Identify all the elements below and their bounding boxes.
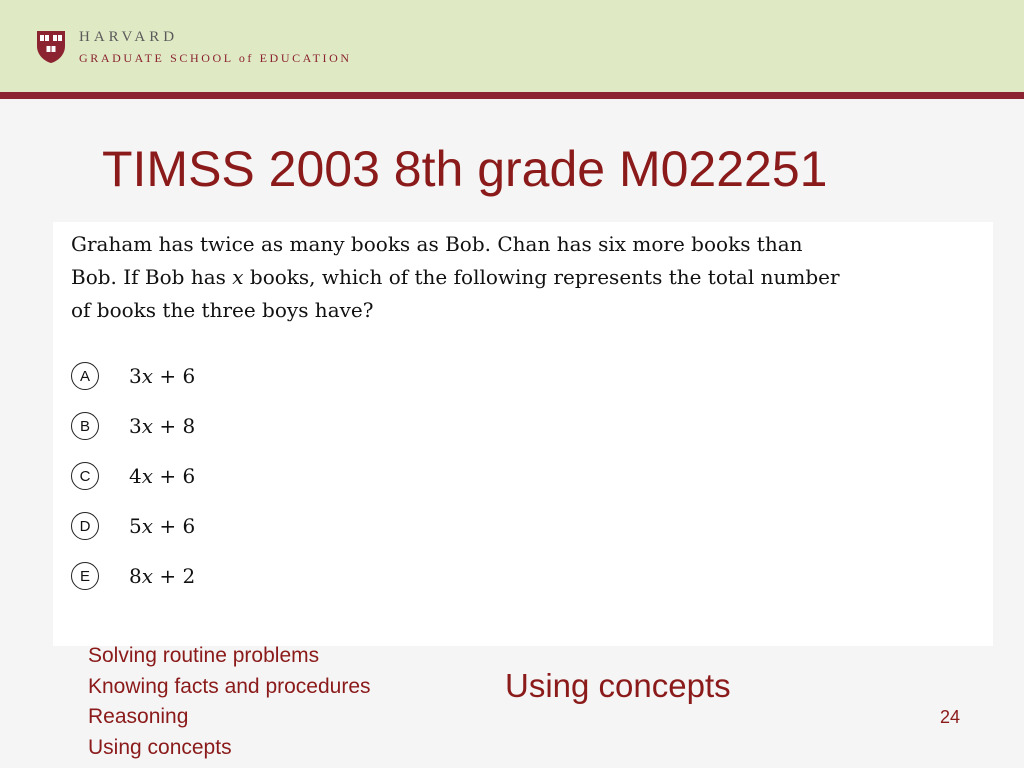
- option-c-text: 4x + 6: [129, 464, 196, 488]
- option-a-text: 3x + 6: [129, 364, 196, 388]
- option-b-text: 3x + 8: [129, 414, 196, 438]
- category-item: Using concepts: [88, 735, 232, 759]
- category-item: Reasoning: [88, 705, 189, 728]
- header-banner: [0, 0, 1024, 92]
- question-line: Bob. If Bob has x books, which of the following represents the total number: [71, 265, 840, 289]
- option-a[interactable]: [71, 360, 195, 392]
- question-text: [71, 228, 986, 327]
- category-list: [88, 641, 371, 763]
- option-e[interactable]: [71, 560, 195, 592]
- category-item: Knowing facts and procedures: [88, 674, 371, 698]
- option-d-text: 5x + 6: [129, 514, 196, 538]
- option-b[interactable]: [71, 410, 195, 442]
- page-number: 24: [940, 707, 961, 727]
- option-d-bubble[interactable]: D: [71, 512, 99, 540]
- option-a-bubble[interactable]: A: [71, 362, 99, 390]
- question-line: of books the three boys have?: [71, 298, 374, 322]
- veritas-shield-icon: [36, 30, 66, 64]
- answer-category: Using concepts: [505, 667, 731, 704]
- question-line: Graham has twice as many books as Bob. Chan has six more books than: [71, 232, 803, 256]
- logo-harvard: HARVARD: [79, 29, 179, 45]
- option-e-bubble[interactable]: E: [71, 562, 99, 590]
- option-c[interactable]: [71, 460, 195, 492]
- option-d[interactable]: [71, 510, 195, 542]
- question-panel: [53, 222, 993, 646]
- header-rule: [0, 92, 1024, 99]
- slide-title: TIMSS 2003 8th grade M022251: [102, 141, 828, 197]
- option-e-text: 8x + 2: [129, 564, 196, 588]
- category-item: Solving routine problems: [88, 644, 320, 667]
- logo-school-name: GRADUATE SCHOOL of EDUCATION: [79, 51, 352, 65]
- option-c-bubble[interactable]: C: [71, 462, 99, 490]
- option-b-bubble[interactable]: B: [71, 412, 99, 440]
